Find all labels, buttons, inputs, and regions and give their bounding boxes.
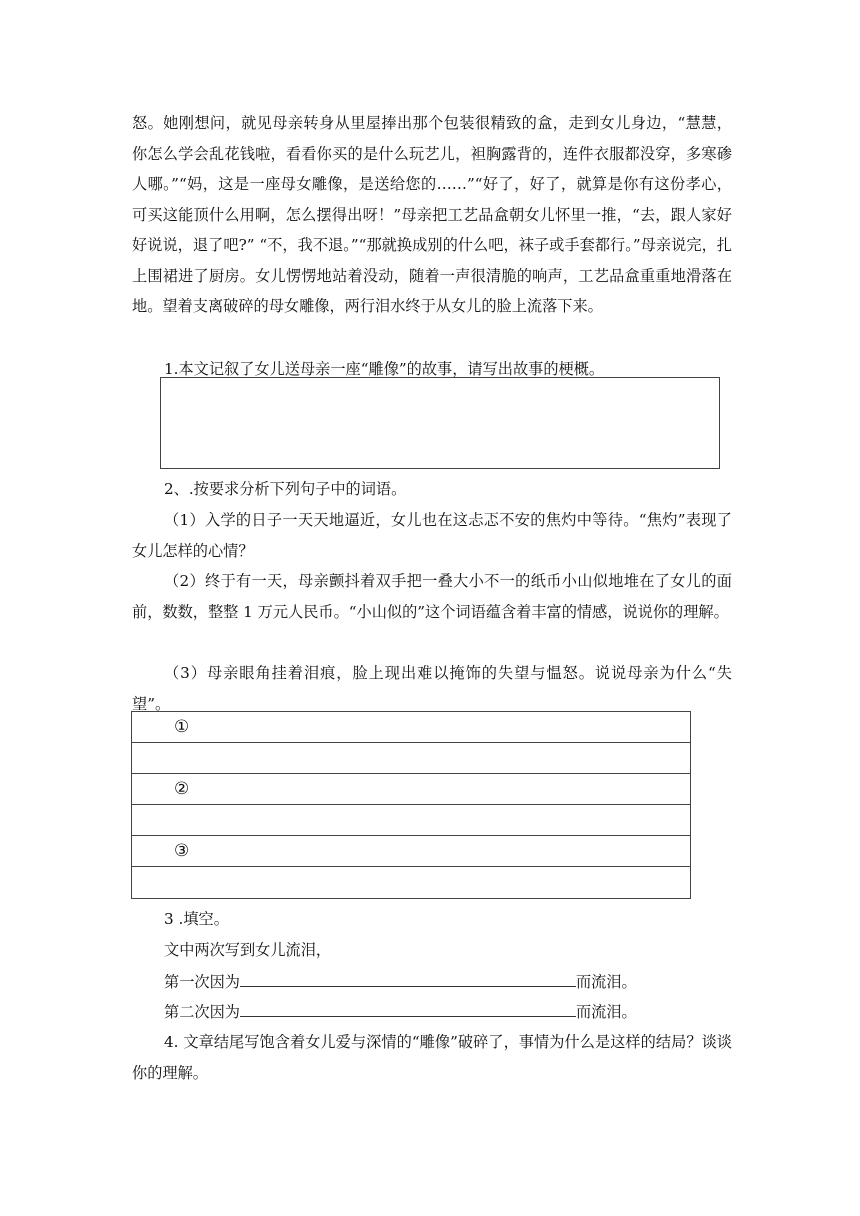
circled-number-2: ② — [174, 779, 190, 799]
first-cry-label: 第一次因为 — [164, 973, 240, 991]
question-2: 2、.按要求分析下列句子中的词语。 — [164, 480, 407, 498]
circled-number-1: ① — [174, 717, 190, 737]
second-cry-suffix: 而流泪。 — [575, 1003, 637, 1021]
answer-box-q1[interactable] — [160, 377, 720, 469]
question-3-intro: 文中两次写到女儿流泪， — [164, 941, 332, 959]
answer-table-q2 — [131, 711, 691, 899]
question-3-first — [164, 970, 637, 992]
table-row[interactable] — [132, 836, 690, 867]
table-row[interactable] — [132, 867, 690, 898]
circled-number-3: ③ — [174, 841, 190, 861]
question-2-3: （3）母亲眼角挂着泪痕，脸上现出难以掩饰的失望与愠怒。说说母亲为什么“失望”。 — [132, 664, 732, 713]
second-cry-label: 第二次因为 — [164, 1003, 240, 1021]
passage-paragraph: 怒。她刚想问，就见母亲转身从里屋捧出那个包装很精致的盒，走到女儿身边，“慧慧，你怎么学会乱花钱啦，看看你买的是什么玩艺儿，袒胸露背的，连件衣服都没穿，多寒碜人哪。”“妈，这是一座母女雕像，是送给您的……”“好了，好了，就算是你有这份孝心，可买这能顶什么用啊，怎么摆得出呀！”母亲把工艺品盒朝女儿怀里一推，“去，跟人家好好说说，退了吧?” “不，我不退。”“那就换成别的什么吧，袜子或手套都行。”母亲说完，扎上围裙进了厨房。女儿愣愣地站着没动，随着一声很清脆的响声，工艺品盒重重地滑落在地。望着支离破碎的母女雕像，两行泪水终于从女儿的脸上流落下来。 — [132, 114, 732, 315]
first-cry-suffix: 而流泪。 — [575, 973, 637, 991]
question-4: 4. 文章结尾写饱含着女儿爱与深情的“雕像”破碎了，事情为什么是这样的结局？谈谈你的理解。 — [132, 1033, 732, 1082]
table-row[interactable] — [132, 805, 690, 836]
question-3: 3 .填空。 — [164, 910, 229, 928]
table-row[interactable] — [132, 774, 690, 805]
question-2-2: （2）终于有一天，母亲颤抖着双手把一叠大小不一的纸币小山似地堆在了女儿的面前，数数，整整 1 万元人民币。“小山似的”这个词语蕴含着丰富的情感，说说你的理解。 — [132, 572, 732, 621]
question-3-second — [164, 1000, 637, 1022]
fill-blank-1[interactable] — [240, 970, 576, 987]
table-row[interactable] — [132, 712, 690, 743]
table-row[interactable] — [132, 743, 690, 774]
question-1: 1.本文记叙了女儿送母亲一座“雕像”的故事，请写出故事的梗概。 — [164, 360, 605, 378]
question-2-1: （1）入学的日子一天天地逼近，女儿也在这忐忑不安的焦灼中等待。“焦灼”表现了女儿怎样的心情？ — [132, 511, 732, 560]
fill-blank-2[interactable] — [240, 1000, 576, 1017]
